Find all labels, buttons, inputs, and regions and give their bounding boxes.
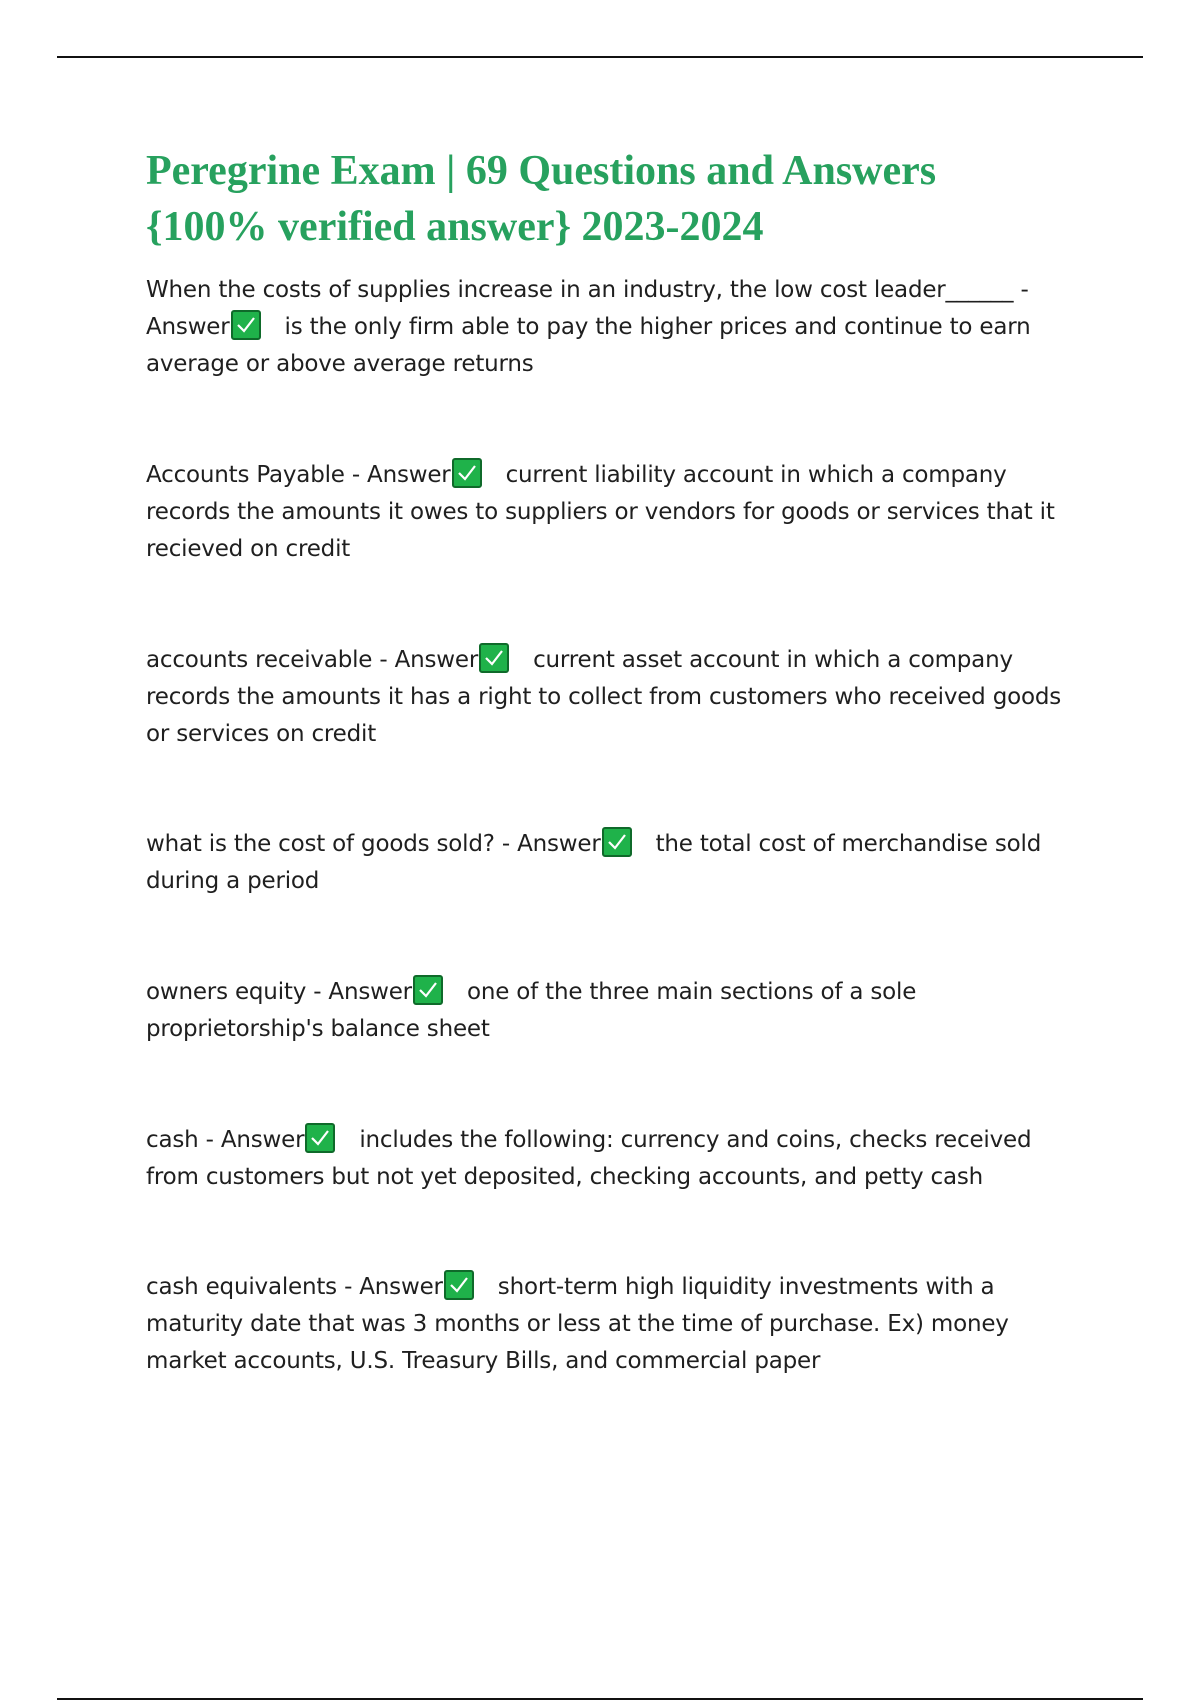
- answer-text: includes the following: currency and coins, checks received from customers but not yet deposited, checking accounts, and petty cash: [146, 1127, 1032, 1190]
- check-mark-icon: [602, 827, 632, 857]
- top-rule: [57, 56, 1143, 58]
- answer-text: one of the three main sections of a sole proprietorship's balance sheet: [146, 979, 917, 1042]
- question-text: Accounts Payable - Answer: [146, 462, 451, 488]
- answer-text: current liability account in which a company records the amounts it owes to suppliers or vendors for goods or services that it recieved on credit: [146, 462, 1055, 562]
- check-mark-icon: [305, 1123, 335, 1153]
- qa-item: [146, 974, 1066, 1048]
- title-line-2: {100% verified answer} 2023-2024: [146, 204, 764, 250]
- question-text: cash equivalents - Answer: [146, 1274, 443, 1300]
- check-mark-icon: [231, 310, 261, 340]
- answer-text: the total cost of merchandise sold during a period: [146, 831, 1042, 894]
- qa-item: [146, 272, 1066, 383]
- answer-text: is the only firm able to pay the higher prices and continue to earn average or above average returns: [146, 314, 1031, 377]
- check-mark-icon: [413, 975, 443, 1005]
- check-mark-icon: [479, 643, 509, 673]
- qa-item: [146, 826, 1066, 900]
- qa-item: [146, 642, 1066, 753]
- check-mark-icon: [452, 458, 482, 488]
- question-text: what is the cost of goods sold? - Answer: [146, 831, 601, 857]
- qa-item: [146, 1122, 1066, 1196]
- document-title: [146, 143, 1046, 255]
- qa-item: [146, 1269, 1066, 1380]
- question-text: owners equity - Answer: [146, 979, 412, 1005]
- check-mark-icon: [444, 1270, 474, 1300]
- question-text: accounts receivable - Answer: [146, 647, 479, 673]
- question-text: When the costs of supplies increase in an industry, the low cost leader______ - Answer: [146, 277, 1029, 340]
- qa-item: [146, 457, 1066, 568]
- answer-text: short-term high liquidity investments with a maturity date that was 3 months or less at the time of purchase. Ex) money market accounts, U.S. Treasury Bills, and commercial paper: [146, 1274, 1009, 1374]
- answer-text: current asset account in which a company records the amounts it has a right to collect from customers who received goods or services on credit: [146, 647, 1062, 747]
- title-line-1: Peregrine Exam | 69 Questions and Answers: [146, 148, 937, 194]
- question-text: cash - Answer: [146, 1127, 305, 1153]
